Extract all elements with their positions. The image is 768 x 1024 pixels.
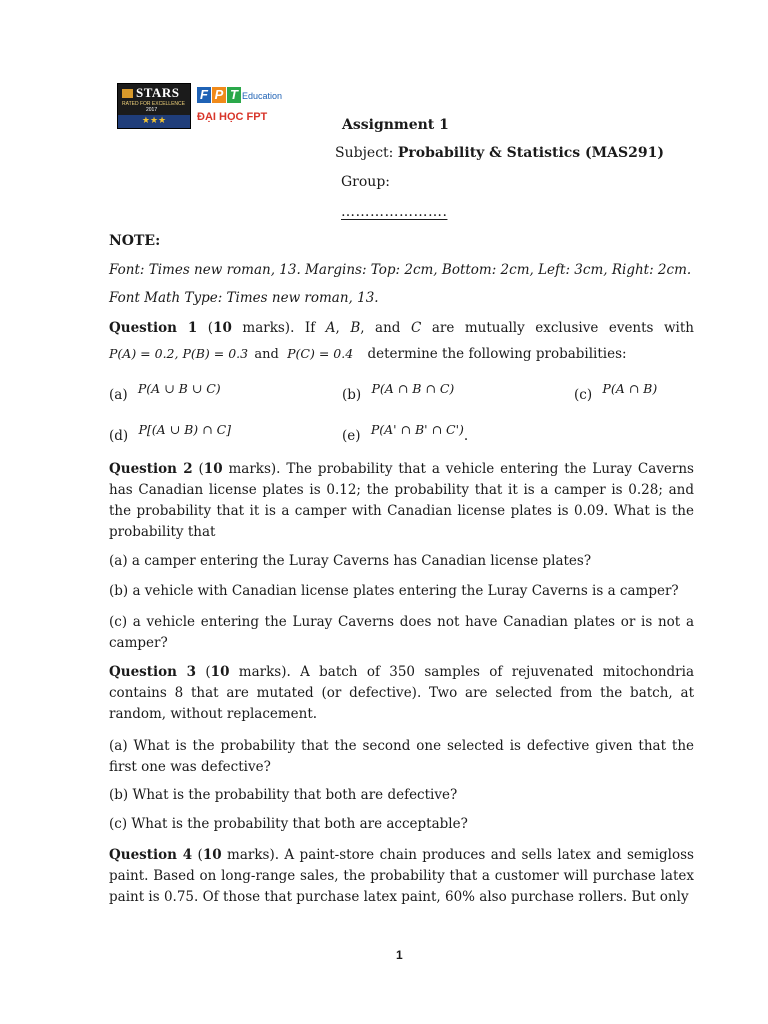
- q1-part-a-expr: P(A ∪ B ∪ C): [137, 381, 221, 396]
- q1-part-e-label: (e): [342, 428, 361, 444]
- q4-body: marks). A paint-store chain produces and sells latex and semigloss paint. Based on long-range sales, the probability that a customer will purchase latex paint is 0.75. Of those that purchase latex paint, 60% also purchase rollers. But only: [109, 847, 694, 905]
- q1-part-d-expr: P[(A ∪ B) ∩ C]: [138, 422, 232, 437]
- stars-logo-word: STARS: [136, 85, 180, 100]
- q2-part-b: (b) a vehicle with Canadian license plates entering the Luray Caverns is a camper?: [109, 583, 679, 599]
- q1-marks: 10: [213, 320, 232, 336]
- q1-part-c-expr: P(A ∩ B): [602, 381, 658, 396]
- q4-marks: 10: [202, 847, 222, 863]
- q1-part-b-expr: P(A ∩ B ∩ C): [371, 381, 455, 396]
- q1-given: [109, 346, 627, 362]
- q1-part-a-label: (a): [109, 387, 128, 403]
- q1-text-b: are mutually exclusive events with: [421, 320, 694, 336]
- q3-label: Question 3: [109, 664, 197, 680]
- q2-body: marks). The probability that a vehicle entering the Luray Caverns has Canadian license plates is 0.12; the probability that it is a camper is 0.28; and the probability that it is a camper with Canadian license plates is 0.09. What is the probability that: [109, 461, 694, 540]
- fpt-letters: [197, 87, 241, 105]
- q1-given-1: P(A) = 0.2, P(B) = 0.3: [109, 346, 249, 361]
- q1-part-c: [574, 381, 658, 403]
- subject-label: Subject:: [335, 145, 398, 161]
- q2-marks: 10: [203, 461, 223, 477]
- q1-event-a: A: [325, 320, 336, 336]
- q1-part-a: [109, 381, 221, 403]
- q3-body: marks). A batch of 350 samples of rejuvenated mitochondria contains 8 that are mutated (or defective). Two are selected from the batch, at random, without replacement.: [109, 664, 695, 722]
- q1-comma-2: , and: [360, 320, 411, 336]
- q2-label: Question 2: [109, 461, 193, 477]
- stars-rating-logo: [117, 83, 191, 129]
- q2-text: Question 2 (10 marks). The probability that a vehicle entering the Luray Caverns has Canadian license plates is 0.12; the probability that it is a camper is 0.28; and the probability that it is a camper with Canadian license plates is 0.09. What is the probability that: [109, 461, 694, 540]
- subject-value: Probability & Statistics (MAS291): [397, 145, 665, 161]
- note-line-1: Font: Times new roman, 13. Margins: Top: 2cm, Bottom: 2cm, Left: 3cm, Right: 2cm.: [109, 262, 692, 278]
- q1-marks-close: marks).: [231, 320, 295, 336]
- q1-given-2: P(C) = 0.4: [287, 346, 354, 361]
- q1-comma-1: ,: [335, 320, 351, 336]
- q1-part-c-label: (c): [574, 387, 593, 403]
- q1-intro: [109, 318, 694, 339]
- q1-and: and: [254, 347, 279, 362]
- q4-text: Question 4 (10 marks). A paint-store chain produces and sells latex and semigloss paint. Based on long-range sales, the probability that a customer will purchase latex paint is 0.75. Of those that purchase latex paint, 60% also purchase rollers. But only: [109, 847, 694, 905]
- group-label: Group:: [341, 174, 390, 190]
- q2-part-c: (c) a vehicle entering the Luray Caverns does not have Canadian plates or is not a camper?: [109, 614, 694, 651]
- assignment-title: Assignment 1: [342, 117, 449, 133]
- fpt-university-name: ĐẠI HỌC FPT: [197, 111, 268, 123]
- stars-logo-year: 2017: [146, 107, 158, 113]
- q1-part-e-expr: P(A' ∩ B' ∩ C'): [370, 422, 464, 437]
- fpt-letter-t: T: [227, 87, 241, 103]
- q3-part-b: (b) What is the probability that both are defective?: [109, 787, 458, 803]
- group-blank: ………………….: [341, 204, 448, 220]
- stars-logo-subtitle: RATED FOR EXCELLENCE: [122, 101, 185, 107]
- stars-logo-stars: ★★★: [118, 115, 190, 128]
- fpt-education-logo: [197, 86, 287, 126]
- q1-event-c: C: [410, 320, 422, 336]
- subject-line: [335, 145, 664, 161]
- q1-part-d: [109, 422, 232, 444]
- q1-tail: determine the following probabilities:: [367, 346, 627, 362]
- fpt-letter-f: F: [197, 87, 211, 103]
- note-line-2: Font Math Type: Times new roman, 13.: [109, 290, 379, 306]
- stars-badge-icon: [122, 89, 133, 98]
- q1-part-d-label: (d): [109, 428, 129, 444]
- q3-part-c: (c) What is the probability that both are acceptable?: [109, 816, 468, 832]
- q1-part-e-period: .: [463, 428, 469, 444]
- note-heading: NOTE:: [109, 233, 161, 249]
- q3-part-a: (a) What is the probability that the second one selected is defective given that the first one was defective?: [109, 738, 694, 775]
- q2-part-a: (a) a camper entering the Luray Caverns has Canadian license plates?: [109, 553, 592, 569]
- q1-text-a: If: [294, 320, 326, 336]
- q1-marks-open: (: [197, 320, 214, 336]
- q1-part-e: [342, 422, 469, 444]
- q1-part-b: [342, 381, 455, 403]
- fpt-education-label: Education: [242, 91, 283, 101]
- fpt-letter-p: P: [212, 87, 226, 103]
- q1-label: Question 1: [109, 320, 198, 336]
- q1-part-b-label: (b): [342, 387, 362, 403]
- page-number: 1: [396, 948, 403, 962]
- q3-text: Question 3 (10 marks). A batch of 350 samples of rejuvenated mitochondria contains 8 that are mutated (or defective). Two are selected from the batch, at random, without replacement.: [109, 664, 695, 722]
- q1-event-b: B: [350, 320, 361, 336]
- q3-marks: 10: [210, 664, 230, 680]
- q4-label: Question 4: [109, 847, 193, 863]
